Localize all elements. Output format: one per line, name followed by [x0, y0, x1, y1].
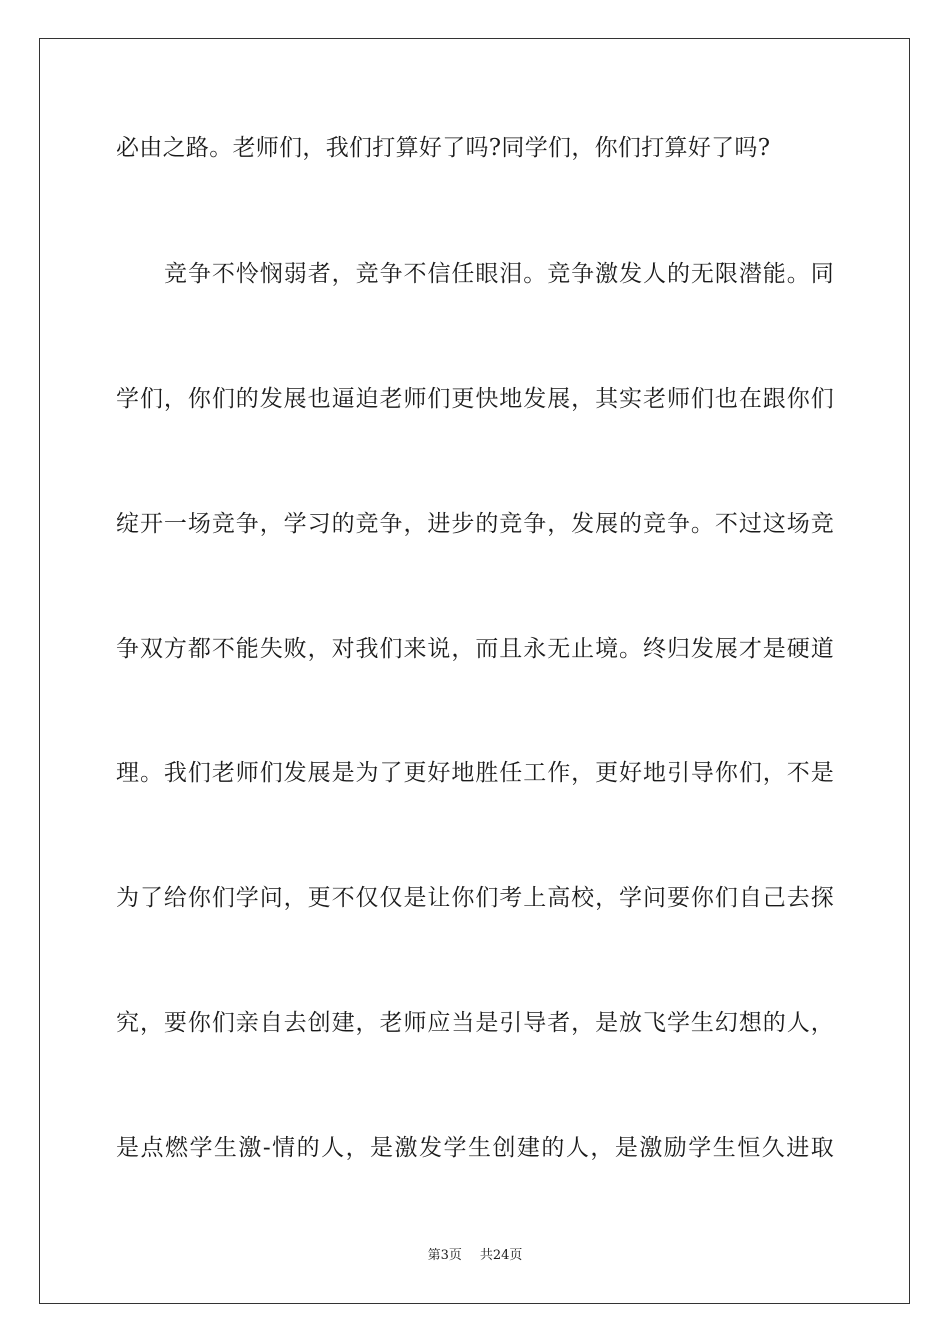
page-total: 共24页	[479, 1248, 523, 1263]
body-line-6: 理。我们老师们发展是为了更好地胜任工作，更好地引导你们，不是	[116, 760, 834, 786]
body-line-4: 绽开一场竞争，学习的竞争，进步的竞争，发展的竞争。不过这场竞	[116, 511, 834, 537]
body-line-8: 究，要你们亲自去创建，老师应当是引导者，是放飞学生幻想的人，	[116, 1010, 834, 1036]
body-line-2: 竞争不怜悯弱者，竞争不信任眼泪。竞争激发人的无限潜能。同	[164, 261, 834, 287]
body-line-9: 是点燃学生激-情的人，是激发学生创建的人，是激励学生恒久进取	[116, 1135, 834, 1161]
body-line-5: 争双方都不能失败，对我们来说，而且永无止境。终归发展才是硬道	[116, 636, 834, 662]
page-footer	[0, 1247, 950, 1265]
page-border	[39, 38, 910, 1304]
page-number: 第3页	[427, 1248, 462, 1263]
body-line-7: 为了给你们学问，更不仅仅是让你们考上高校，学问要你们自己去探	[116, 885, 834, 911]
body-line-1: 必由之路。老师们，我们打算好了吗?同学们，你们打算好了吗?	[116, 135, 771, 161]
body-line-3: 学们，你们的发展也逼迫老师们更快地发展，其实老师们也在跟你们	[116, 386, 834, 412]
